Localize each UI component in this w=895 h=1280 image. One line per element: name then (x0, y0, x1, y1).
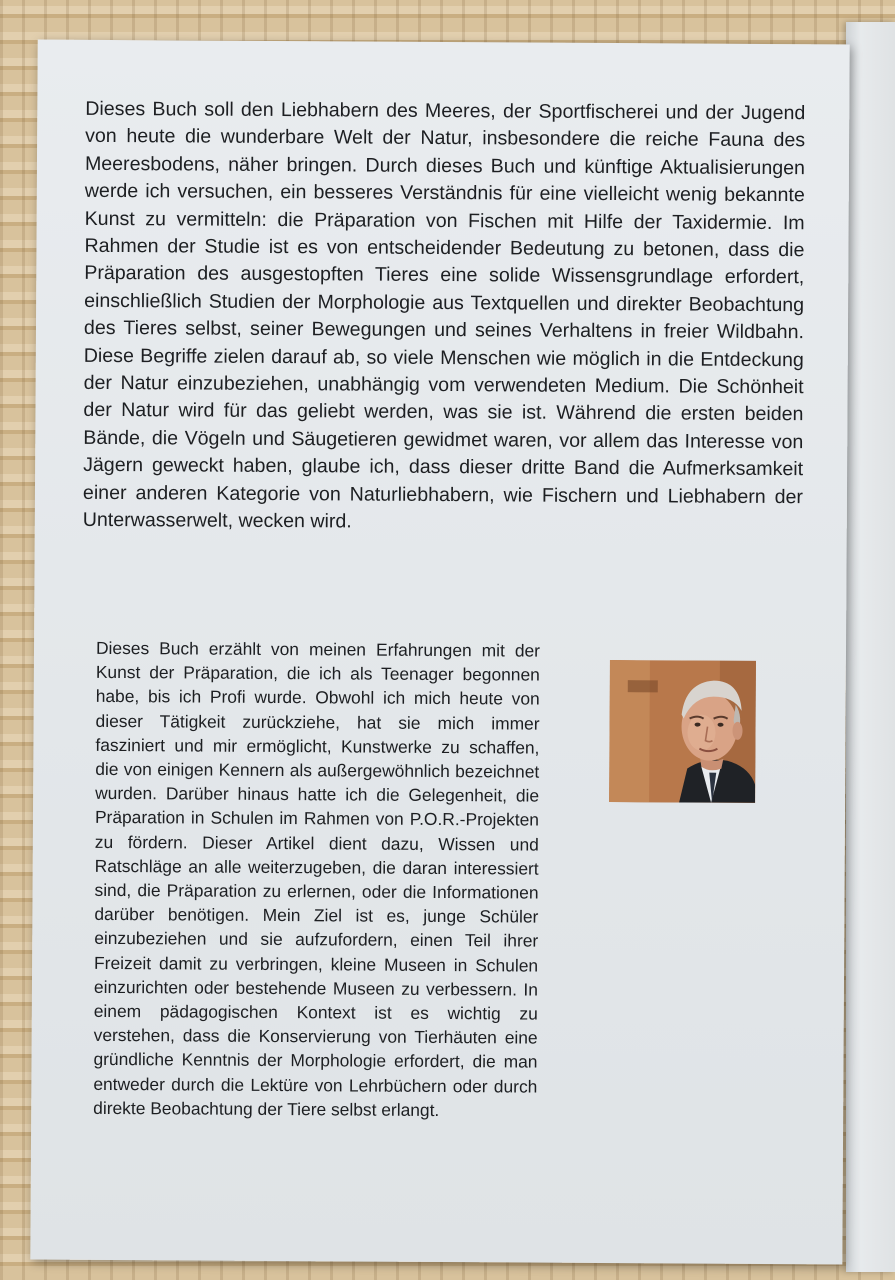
intro-paragraph: Dieses Buch soll den Liebhabern des Meeres, der Sportfischerei und der Jugend von heute die wunderbare Welt der Natur, insbesondere die reiche Fauna des Meeresbodens, näher bringen. Durch dieses Buch und künftige Aktualisierungen werde ich versuchen, ein besseres Verständnis für eine vielleicht wenig bekannte Kunst zu vermitteln: die Präparation von Fischen mit Hilfe der Taxidermie. Im Rahmen der Studie ist es von entscheidender Bedeutung zu betonen, dass die Präparation des ausgestopften Tieres eine solide Wissensgrundlage erfordert, einschließlich Studien der Morphologie aus Textquellen und direkter Beobachtung des Tieres selbst, seiner Bewegungen und seines Verhaltens in freier Wildbahn. Diese Begriffe zielen darauf ab, so viele Menschen wie möglich in die Entdeckung der Natur einzubeziehen, unabhängig vom verwendeten Medium. Die Schönheit der Natur wird für das geliebt werden, was sie ist. Während die ersten beiden Bände, die Vögeln und Säugetieren gewidmet waren, vor allem das Interesse von Jägern geweckt haben, glaube ich, dass dieser dritte Band die Aufmerksamkeit einer anderen Kategorie von Naturliebhabern, wie Fischern und Liebhabern der Unterwasserwelt, wecken wird. (82, 97, 806, 533)
book-back-cover (30, 40, 849, 1265)
author-paragraph: Dieses Buch erzählt von meinen Erfahrungen mit der Kunst der Präparation, die ich als Teenager begonnen habe, bis ich Profi wurde. Obwohl ich mich heute von dieser Tätigkeit zurückziehe, hat sie mich immer fasziniert und mir ermöglicht, Kunstwerke zu schaffen, die von einigen Kennern als außergewöhnlich bezeichnet wurden. Darüber hinaus hatte ich die Gelegenheit, die Präparation in Schulen im Rahmen von P.O.R.-Projekten zu fördern. Dieser Artikel dient dazu, Wissen und Ratschläge an alle weiterzugeben, die daran interessiert sind, die Präparation zu erlernen, oder die Informationen darüber benötigen. Mein Ziel ist es, junge Schüler einzubeziehen und sie aufzufordern, einen Teil ihrer Freizeit damit zu verbringen, kleine Museen in Schulen einzurichten oder bestehende Museen zu verbessern. In einem pädagogischen Kontext ist es wichtig zu verstehen, dass die Konservierung von Tierhäuten eine gründliche Kenntnis der Morphologie erfordert, die man entweder durch die Lektüre von Lehrbüchern oder durch direkte Beobachtung der Tiere selbst erlangt. (93, 637, 541, 1120)
underlying-page-edge (846, 22, 895, 1272)
author-portrait (609, 660, 756, 803)
